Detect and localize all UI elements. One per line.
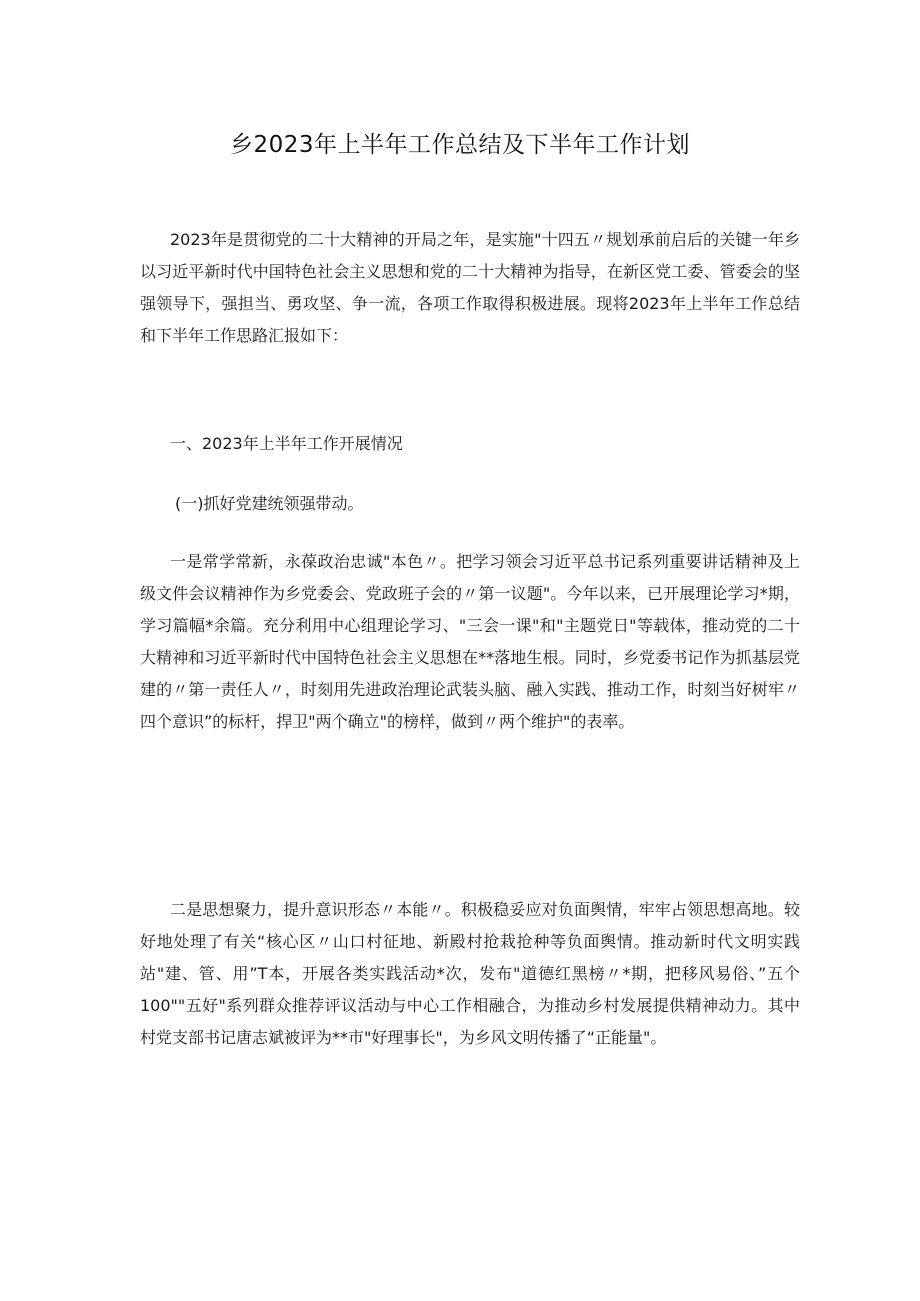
document-title: 乡2023年上半年工作总结及下半年工作计划 — [229, 132, 691, 158]
paragraph-one: 一是常学常新，永葆政治忠诚"本色〃。把学习领会习近平总书记系列重要讲话精神及上级文件会议精神作为乡党委会、党政班子会的〃第一议题"。今年以来，已开展理论学习*期，学习篇幅*余篇。充分利用中心组理论学习、"三会一课"和"主题党日"等载体，推动党的二十大精神和习近平新时代中国特色社会主义思想在**落地生根。同时，乡党委书记作为抓基层党建的〃第一责任人〃，时刻用先进政治理论武装头脑、融入实践、推动工作，时刻当好树牢〃四个意识”的标杆，捍卫"两个确立"的榜样，做到〃两个维护"的表率。 — [140, 552, 800, 731]
intro-paragraph: 2023年是贯彻党的二十大精神的开局之年，是实施"十四五〃规划承前启后的关键一年乡以习近平新时代中国特色社会主义思想和党的二十大精神为指导，在新区党工委、管委会的坚强领导下，强担当、勇攻坚、争一流，各项工作取得积极进展。现将2023年上半年工作总结和下半年工作思路汇报如下： — [140, 230, 800, 345]
paragraph-two: 二是思想聚力，提升意识形态〃本能〃。积极稳妥应对负面舆情，牢牢占领思想高地。较好地处理了有关“核心区〃山口村征地、新殿村抢栽抢种等负面舆情。推动新时代文明实践站"建、管、用”T本，开展各类实践活动*次，发布"道德红黑榜〃*期，把移风易俗、”五个100""五好"系列群众推荐评议活动与中心工作相融合，为推动乡村发展提供精神动力。其中村党支部书记唐志斌被评为**市"好理事长"，为乡风文明传播了“正能量"。 — [140, 900, 800, 1047]
section-heading: 一、2023年上半年工作开展情况 — [170, 434, 403, 453]
subsection-heading: (一)抓好党建统领强带动。 — [175, 494, 364, 513]
